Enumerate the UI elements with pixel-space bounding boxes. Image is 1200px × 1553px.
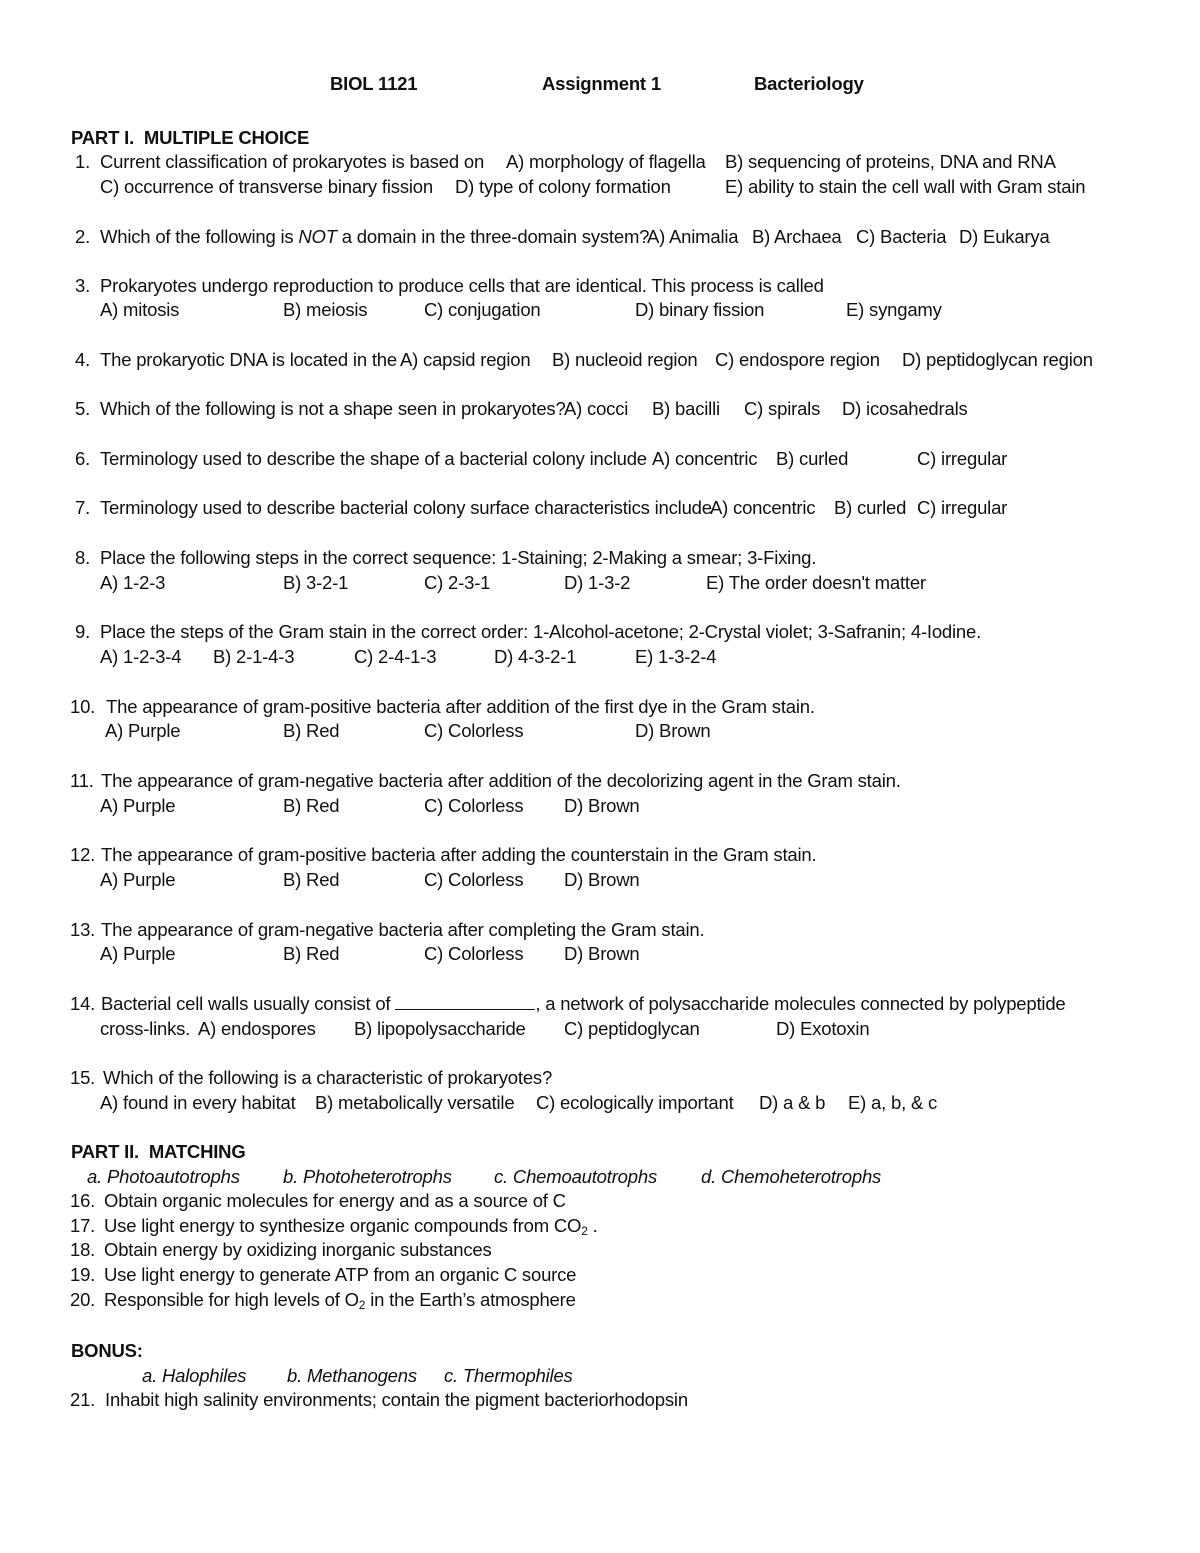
part1-heading: PART I. MULTIPLE CHOICE [71, 127, 310, 148]
match-option-b: b. Photoheterotrophs [283, 1166, 452, 1187]
q8-number: 8. [75, 547, 91, 568]
q1-option-b: B) sequencing of proteins, DNA and RNA [725, 151, 1056, 172]
q6-option-a: A) concentric [652, 448, 758, 469]
q9-number: 9. [75, 621, 91, 642]
q14-option-d: D) Exotoxin [776, 1018, 870, 1039]
q9-option-e: E) 1-3-2-4 [635, 646, 717, 667]
q9-option-b: B) 2-1-4-3 [213, 646, 295, 667]
q12-option-a: A) Purple [100, 869, 176, 890]
q8-option-a: A) 1-2-3 [100, 572, 166, 593]
q6-text: Terminology used to describe the shape of a bacterial colony include [100, 448, 647, 469]
q6-number: 6. [75, 448, 91, 469]
q4-option-d: D) peptidoglycan region [902, 349, 1093, 370]
item21-text: Inhabit high salinity environments; contain the pigment bacteriorhodopsin [105, 1389, 688, 1410]
q2-option-a: A) Animalia [647, 226, 739, 247]
q4-option-a: A) capsid region [400, 349, 531, 370]
q1-text: Current classification of prokaryotes is based on [100, 151, 485, 172]
q4-option-b: B) nucleoid region [552, 349, 698, 370]
q5-option-a: A) cocci [564, 398, 629, 419]
q13-option-a: A) Purple [100, 943, 176, 964]
item18-number: 18. [70, 1239, 96, 1260]
q11-option-d: D) Brown [564, 795, 640, 816]
q7-option-c: C) irregular [917, 497, 1008, 518]
q9-text: Place the steps of the Gram stain in the correct order: 1-Alcohol-acetone; 2-Crystal violet; 3-Safranin; 4-Iodine. [100, 621, 982, 642]
q10-text: The appearance of gram-positive bacteria after addition of the first dye in the Gram stain. [106, 696, 815, 717]
q15-option-d: D) a & b [759, 1092, 826, 1113]
bonus-option-c: c. Thermophiles [444, 1365, 573, 1386]
item20-number: 20. [70, 1289, 96, 1310]
q1-option-e: E) ability to stain the cell wall with Gram stain [725, 176, 1086, 197]
q9-option-c: C) 2-4-1-3 [354, 646, 437, 667]
q14-option-a: A) endospores [198, 1018, 316, 1039]
item16-text: Obtain organic molecules for energy and as a source of C [104, 1190, 566, 1211]
item19-text: Use light energy to generate ATP from an organic C source [104, 1264, 577, 1285]
subject-title: Bacteriology [754, 73, 864, 94]
q13-number: 13. [70, 919, 96, 940]
q6-option-c: C) irregular [917, 448, 1008, 469]
q13-text: The appearance of gram-negative bacteria after completing the Gram stain. [101, 919, 705, 940]
q4-text: The prokaryotic DNA is located in the [100, 349, 397, 370]
q15-text: Which of the following is a characteristic of prokaryotes? [103, 1067, 553, 1088]
q2-number: 2. [75, 226, 91, 247]
q12-text: The appearance of gram-positive bacteria after adding the counterstain in the Gram stain. [101, 844, 817, 865]
q3-number: 3. [75, 275, 91, 296]
q3-option-e: E) syngamy [846, 299, 942, 320]
item19-number: 19. [70, 1264, 96, 1285]
q8-option-e: E) The order doesn't matter [706, 572, 926, 593]
item16-number: 16. [70, 1190, 96, 1211]
q13-option-d: D) Brown [564, 943, 640, 964]
q3-option-b: B) meiosis [283, 299, 368, 320]
q3-option-a: A) mitosis [100, 299, 180, 320]
q2-option-c: C) Bacteria [856, 226, 947, 247]
match-option-d: d. Chemoheterotrophs [701, 1166, 882, 1187]
q15-option-e: E) a, b, & c [848, 1092, 938, 1113]
q9-option-a: A) 1-2-3-4 [100, 646, 182, 667]
course-code: BIOL 1121 [330, 73, 418, 94]
q15-option-a: A) found in every habitat [100, 1092, 296, 1113]
q11-option-b: B) Red [283, 795, 340, 816]
q7-text: Terminology used to describe bacterial colony surface characteristics include [100, 497, 712, 518]
part2-heading: PART II. MATCHING [71, 1141, 246, 1162]
q1-option-c: C) occurrence of transverse binary fission [100, 176, 433, 197]
bonus-option-a: a. Halophiles [142, 1365, 247, 1386]
q2-option-b: B) Archaea [752, 226, 842, 247]
answer-blank [395, 993, 535, 1010]
bonus-option-b: b. Methanogens [287, 1365, 417, 1386]
q3-option-c: C) conjugation [424, 299, 541, 320]
q11-number: 11. [70, 770, 94, 791]
q7-number: 7. [75, 497, 91, 518]
q11-option-a: A) Purple [100, 795, 176, 816]
item21-number: 21. [70, 1389, 96, 1410]
q14-text-continued: cross-links. [100, 1018, 191, 1039]
q14-option-c: C) peptidoglycan [564, 1018, 700, 1039]
q15-option-c: C) ecologically important [536, 1092, 734, 1113]
match-option-c: c. Chemoautotrophs [494, 1166, 657, 1187]
item17-number: 17. [70, 1215, 96, 1236]
q5-option-c: C) spirals [744, 398, 821, 419]
q8-option-c: C) 2-3-1 [424, 572, 491, 593]
q1-option-a: A) morphology of flagella [506, 151, 706, 172]
q7-option-b: B) curled [834, 497, 907, 518]
q12-number: 12. [70, 844, 96, 865]
q12-option-b: B) Red [283, 869, 340, 890]
q2-option-d: D) Eukarya [959, 226, 1050, 247]
q9-option-d: D) 4-3-2-1 [494, 646, 577, 667]
q15-option-b: B) metabolically versatile [315, 1092, 515, 1113]
q4-option-c: C) endospore region [715, 349, 880, 370]
q2-text: Which of the following is NOT a domain in the three-domain system? [100, 226, 650, 247]
q8-text: Place the following steps in the correct sequence: 1-Staining; 2-Making a smear; 3-Fixing. [100, 547, 817, 568]
q10-option-d: D) Brown [635, 720, 711, 741]
q8-option-b: B) 3-2-1 [283, 572, 349, 593]
q6-option-b: B) curled [776, 448, 849, 469]
q10-number: 10. [70, 696, 96, 717]
q5-text: Which of the following is not a shape seen in prokaryotes? [100, 398, 566, 419]
q10-option-b: B) Red [283, 720, 340, 741]
q8-option-d: D) 1-3-2 [564, 572, 631, 593]
q13-option-c: C) Colorless [424, 943, 524, 964]
q3-option-d: D) binary fission [635, 299, 765, 320]
q11-text: The appearance of gram-negative bacteria after addition of the decolorizing agent in the Gram stain. [101, 770, 901, 791]
bonus-heading: BONUS: [71, 1340, 143, 1361]
q14-option-b: B) lipopolysaccharide [354, 1018, 526, 1039]
q7-option-a: A) concentric [710, 497, 816, 518]
q10-option-c: C) Colorless [424, 720, 524, 741]
q5-number: 5. [75, 398, 91, 419]
q5-option-b: B) bacilli [652, 398, 720, 419]
q14-number: 14. [70, 993, 96, 1014]
q13-option-b: B) Red [283, 943, 340, 964]
q12-option-c: C) Colorless [424, 869, 524, 890]
item17-text: Use light energy to synthesize organic compounds from $CO_2$ . [104, 1215, 598, 1238]
q4-number: 4. [75, 349, 91, 370]
q12-option-d: D) Brown [564, 869, 640, 890]
q5-option-d: D) icosahedrals [842, 398, 968, 419]
q1-option-d: D) type of colony formation [455, 176, 671, 197]
item18-text: Obtain energy by oxidizing inorganic substances [104, 1239, 492, 1260]
match-option-a: a. Photoautotrophs [87, 1166, 240, 1187]
q3-text: Prokaryotes undergo reproduction to produce cells that are identical. This process is called [100, 275, 824, 296]
q14-text: Bacterial cell walls usually consist of , a network of polysaccharide molecules connected by polypeptide [101, 993, 1066, 1014]
q11-option-c: C) Colorless [424, 795, 524, 816]
assignment-title: Assignment 1 [542, 73, 661, 94]
item20-text: Responsible for high levels of $O_2$ in the Earth’s atmosphere [104, 1289, 576, 1312]
q10-option-a: A) Purple [105, 720, 181, 741]
q1-number: 1. [75, 151, 91, 172]
q15-number: 15. [70, 1067, 96, 1088]
